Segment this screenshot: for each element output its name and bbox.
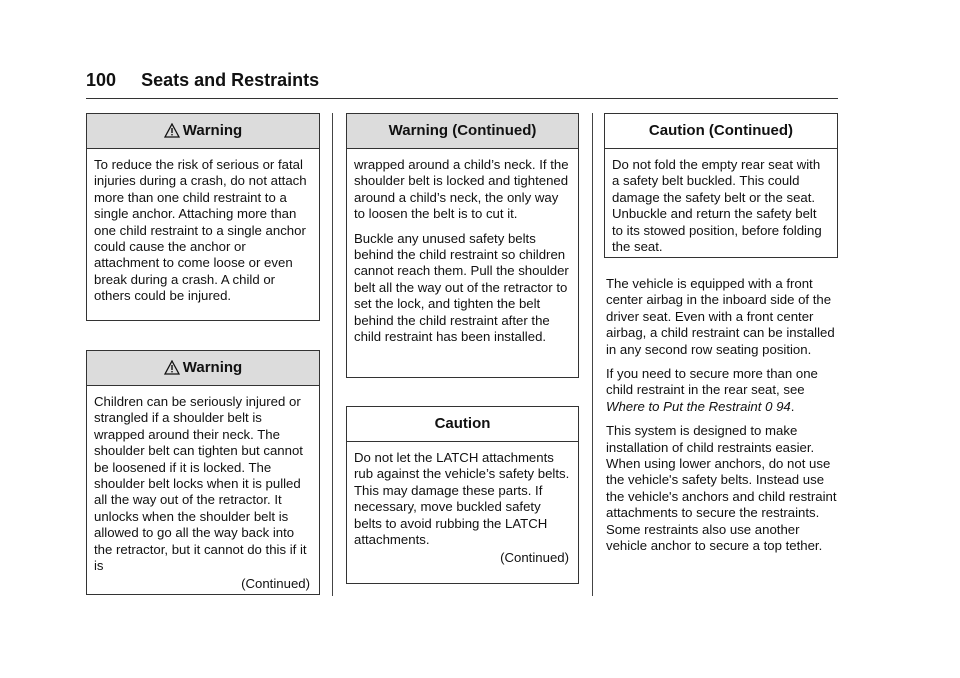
- caution-continued-text: Do not fold the empty rear seat with a safety belt buckled. This could damage the safety belt or the seat. Unbuckle and return the safety belt to its stowed position, before folding the seat.: [612, 157, 822, 255]
- caution-continued-body: [605, 149, 837, 255]
- paragraph-front-center-airbag: The vehicle is equipped with a front center airbag in the inboard side of the driver seat. Even with a front center airbag, a child restraint can be installed in any second row seating position.: [606, 276, 835, 357]
- warning-box-2-body: [87, 386, 319, 593]
- caution-continued-box: [604, 113, 838, 258]
- section-title: Seats and Restraints: [141, 70, 320, 90]
- body-text-column: [606, 276, 842, 563]
- caution-box-text: Do not let the LATCH attachments rub against the vehicle’s safety belts. This may damage these parts. If necessary, move buckled safety belts to avoid rubbing the LATCH attachments.: [354, 450, 570, 548]
- cross-reference-link[interactable]: Where to Put the Restraint 0 94: [606, 398, 791, 414]
- paragraph-secure-more: If you need to secure more than one child restraint in the rear seat, see Where to Put the Restraint 0 94.: [606, 366, 818, 414]
- caution-continued-title: Caution (Continued): [605, 114, 837, 149]
- warning-continued-box: [346, 113, 579, 378]
- page-ref-symbol: 0: [765, 398, 773, 414]
- warning-box-1-title: Warning: [87, 114, 319, 149]
- caution-box-title: Caution: [347, 407, 578, 442]
- warning-box-1: [86, 113, 320, 321]
- warning-continued-p1: wrapped around a child’s neck. If the shoulder belt is locked and tightened around a child’s neck, the only way to loosen the belt is to cut it.: [354, 157, 569, 222]
- warning-box-2-text: Children can be seriously injured or strangled if a shoulder belt is wrapped around their neck. The shoulder belt can tighten but cannot be loosened if it is locked. The shoulder belt locks when it is pulled all the way out of the retractor. It unlocks when the shoulder belt is allowed to go all the way back into the retractor, but it cannot do this if it is: [94, 394, 307, 574]
- column-divider-2: [592, 113, 593, 596]
- warning-box-1-body: [87, 149, 319, 305]
- warning-continued-body: [347, 149, 578, 345]
- warning-triangle-icon: [164, 117, 180, 151]
- warning-triangle-icon: [164, 354, 180, 388]
- paragraph-lower-anchors: This system is designed to make installation of child restraints easier. When using lower anchors, do not use the vehicle's safety belts. Instead use the vehicle's anchors and child restraint attachments to secure the restraints. Some restraints also use another vehicle anchor to secure a top tether.: [606, 423, 837, 554]
- page-header: [86, 70, 319, 91]
- continued-label: (Continued): [500, 550, 569, 566]
- caution-box: [346, 406, 579, 584]
- warning-continued-title: Warning (Continued): [347, 114, 578, 149]
- page-number: 100: [86, 70, 117, 90]
- warning-box-2-title: Warning: [87, 351, 319, 386]
- warning-box-1-text: To reduce the risk of serious or fatal injuries during a crash, do not attach more than one child restraint to a single anchor. Attaching more than one child restraint to a single anchor could cause the anchor or attachment to come loose or even break during a crash. A child or others could be injured.: [94, 157, 307, 304]
- continued-label: (Continued): [241, 576, 310, 592]
- warning-continued-p2: Buckle any unused safety belts behind the child restraint so children cannot reach them. Pull the shoulder belt all the way out of the retractor to set the lock, and tighten the belt behind the child restraint after the child restraint has been installed.: [354, 230, 569, 345]
- warning-box-2: [86, 350, 320, 595]
- caution-box-body: [347, 442, 578, 567]
- header-rule: [86, 98, 838, 99]
- column-divider-1: [332, 113, 333, 596]
